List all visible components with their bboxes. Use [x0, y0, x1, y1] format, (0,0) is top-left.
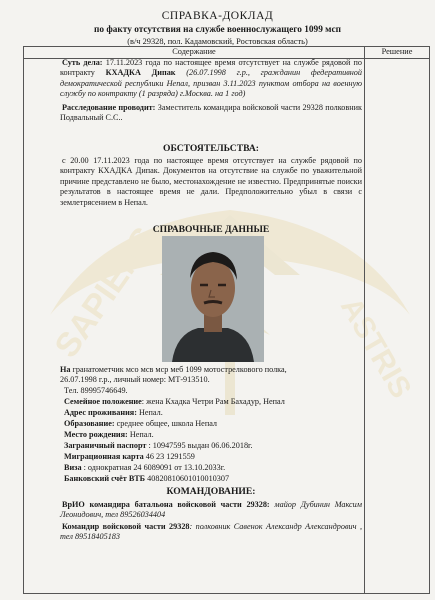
command-heading: КОМАНДОВАНИЕ: [166, 486, 256, 497]
address-line: Адрес проживания: Непал. [64, 408, 163, 417]
passport-line: Заграничный паспорт : 10947595 выдан 06.06.2018г. [64, 441, 253, 450]
family-line: Семейное положение: жена Кхадка Четри Рам Бахадур, Непал [64, 397, 285, 406]
vrio-paragraph: ВрИО командира батальона войсковой части 29328: майор Дубинин Максим Леонидович, тел 89526034404 [60, 500, 362, 520]
column-divider [364, 47, 365, 593]
circumstances-text: с 20.00 17.11.2023 года по настоящее время отсутствует на службе рядовой по контракту КХАДКА Дипак. Документов на отсутствие на службе по уважительной причине представлено не было, местонахождение не известно. Предпринятые поиски результатов в настоящее время не дали. Предположительно убыл в связи с землетрясением в Непал. [60, 156, 362, 207]
column-header-content: Содержание [172, 47, 216, 56]
position-line: На гранатометчик мсо мсв мср меб 1099 мотострелкового полка, [60, 365, 287, 374]
visa-line: Виза : однократная 24 6089091 от 13.10.2033г. [64, 463, 226, 472]
birth-line: 26.07.1998 г.р., личный номер: МТ-913510. [60, 375, 210, 384]
investigation-label: Расследование проводит: [62, 102, 156, 112]
education-line: Образование: среднее общее, школа Непал [64, 419, 217, 428]
investigation-text: Заместитель командира войсковой части 29328 полковник Подвальный С.С.. [60, 102, 362, 123]
doc-title: СПРАВКА-ДОКЛАД [161, 10, 274, 22]
commander-paragraph: Командир войсковой части 29328: полковник Савенок Александр Александрович , тел 89518405183 [60, 522, 363, 542]
case-details: (26.07.1998 г.р., гражданин федеративной демократической республики Непал, призван 3.11.2023 пунктом отбора на военную службу по контракту (1 разряда) г.Москва. на 1 год) [60, 68, 362, 99]
column-header-decision: Решение [381, 47, 413, 56]
watermark-word-right: ASTRIS [333, 292, 418, 404]
bank-line: Банковский счёт ВТБ 40820810601010010307 [64, 474, 230, 483]
birthplace-line: Место рождения: Непал. [64, 430, 154, 439]
case-text: 17.11.2023 года по настоящее время отсутствует на службе рядовой по контракту [60, 58, 363, 78]
watermark-word-left: SAPIENS [47, 220, 165, 365]
reference-heading: СПРАВОЧНЫЕ ДАННЫЕ [152, 224, 270, 235]
case-label: Суть дела: [62, 58, 103, 67]
doc-subtitle: по факту отсутствия на службе военнослужащего 1099 мсп [94, 25, 341, 35]
circumstances-heading: ОБСТОЯТЕЛЬСТВА: [162, 143, 260, 154]
soldier-photo [162, 236, 264, 362]
case-paragraph [60, 58, 362, 123]
phone-line: Тел. 89995746649. [64, 386, 128, 395]
doc-unit: (в/ч 29328, пол. Кадамовский, Ростовская область) [127, 37, 308, 46]
soldier-name: КХАДКА Дипак [105, 68, 176, 78]
migration-line: Миграционная карта 46 23 1291559 [64, 452, 195, 461]
